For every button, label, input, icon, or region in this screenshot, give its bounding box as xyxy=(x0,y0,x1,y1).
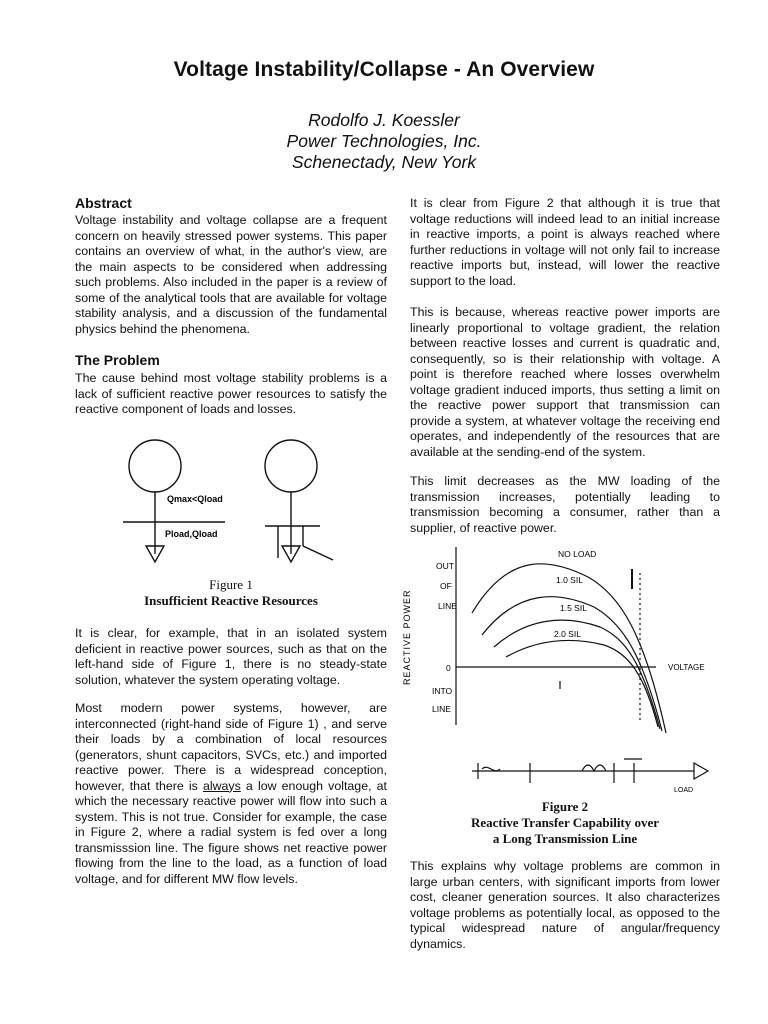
author-name: Rodolfo J. Koessler xyxy=(308,110,460,130)
curve-label-1-5: 1.5 SIL xyxy=(560,603,587,613)
label-out: OUT xyxy=(436,561,454,571)
figure-2-title-2: a Long Transmission Line xyxy=(492,831,638,846)
figure-2-chart xyxy=(398,543,718,795)
figure-2-ylabel: REACTIVE POWER xyxy=(402,589,412,685)
generator-circle-right xyxy=(265,440,317,492)
problem-paragraph-3 xyxy=(75,701,387,888)
right-column xyxy=(402,0,720,1024)
figure-1-label-q: Qmax<Qload xyxy=(167,494,223,504)
problem-p3-emphasis: always xyxy=(202,778,241,793)
problem-heading: The Problem xyxy=(75,352,160,368)
curve-label-2-0: 2.0 SIL xyxy=(554,629,581,639)
label-into: INTO xyxy=(432,686,453,696)
figure-2-caption xyxy=(410,799,720,847)
curve-label-no-load: NO LOAD xyxy=(558,549,597,559)
load-label: LOAD xyxy=(674,787,694,794)
abstract-text: Voltage instability and voltage collapse are a frequent concern on heavily stressed power systems. This paper contains an overview of what, in the author's view, are the main aspects to be considered when addressing such problems. Also included in the paper is a review of some of the analytical tools that are available for voltage stability analysis, and a discussion of the fundamental physics behind the phenomena. xyxy=(75,213,387,336)
figure-1-number: Figure 1 xyxy=(209,577,253,592)
label-zero: 0 xyxy=(446,663,451,673)
problem-p3-part-1: Most modern power systems, however, are interconnected (right-hand side of Figure 1) , and serve their loads by a combination of local resources (generators, shunt capacitors, SVCs, etc.) and imported reactive power. There is a widespread conception, however, that there is xyxy=(75,701,387,793)
generator-circle-left xyxy=(129,440,181,492)
label-line-into: LINE xyxy=(432,704,451,714)
left-column xyxy=(75,0,387,1024)
curve-no-load xyxy=(472,564,666,733)
right-branch-3 xyxy=(303,546,333,560)
figure-2-title-1: Reactive Transfer Capability over xyxy=(470,815,660,830)
label-line-out: LINE xyxy=(438,601,457,611)
right-paragraph-3: This limit decreases as the MW loading of the transmission increases, potentially leading to transmission becoming a consumer, rather than a supplier, of reactive power. xyxy=(410,474,720,535)
inductor-symbol xyxy=(582,765,606,771)
problem-paragraph-1: The cause behind most voltage stability problems is a lack of sufficient reactive power resources to satisfy the reactive component of loads and losses. xyxy=(75,371,387,417)
load-arrow xyxy=(694,763,708,779)
figure-1-title: Insufficient Reactive Resources xyxy=(144,593,318,608)
figure-1-diagram xyxy=(115,436,395,576)
paper-title: Voltage Instability/Collapse - An Overview xyxy=(173,58,595,81)
curve-1-0-sil xyxy=(482,597,662,731)
right-paragraph-4: This explains why voltage problems are common in large urban centers, with significant imports from lower cost, cleaner generation sources. It also characterizes voltage problems as potentially local, as opposed to the typical widespread nature of angular/frequency dynamics. xyxy=(410,859,720,951)
figure-2-number: Figure 2 xyxy=(541,799,589,814)
figure-1-caption xyxy=(75,577,387,609)
author-location: Schenectady, New York xyxy=(291,152,477,172)
label-of: OF xyxy=(440,581,452,591)
right-paragraph-1: It is clear from Figure 2 that although it is true that voltage reductions will indeed lead to an initial increase in reactive imports, a point is always reached where further reductions in voltage will not only fail to increase reactive imports but, instead, will lower the reactive support to the load. xyxy=(410,196,720,288)
right-paragraph-2: This is because, whereas reactive power imports are linearly proportional to voltage gradient, the relation between reactive losses and current is quadratic and, consequently, so is their relationship with voltage. A point is therefore reached where losses overwhelm voltage gradient induced imports, thus setting a limit on the reactive power support that transmission can provide a system, at whatever voltage the receiving end operates, and independently of the resources that are available at the sending-end of the system. xyxy=(410,305,720,459)
problem-p3-part-2: a low enough voltage, at which the necessary reactive power will flow into such a system. This is not true. Consider for example, the case in Figure 2, where a radial system is fed over a long transmisssion line. The figure shows net reactive power flowing from the line to the load, as a function of load voltage, and for different MW flow levels. xyxy=(75,778,387,887)
author-affiliation: Power Technologies, Inc. xyxy=(286,131,482,151)
figure-2-xlabel: VOLTAGE xyxy=(668,663,705,672)
figure-1-label-p: Pload,Qload xyxy=(165,529,218,539)
abstract-heading: Abstract xyxy=(75,195,132,211)
curve-label-1-0: 1.0 SIL xyxy=(556,575,583,585)
problem-paragraph-2: It is clear, for example, that in an isolated system deficient in reactive power sources, such as that on the left-hand side of Figure 1, there is no steady-state solution, whatever the system operating voltage. xyxy=(75,626,387,687)
